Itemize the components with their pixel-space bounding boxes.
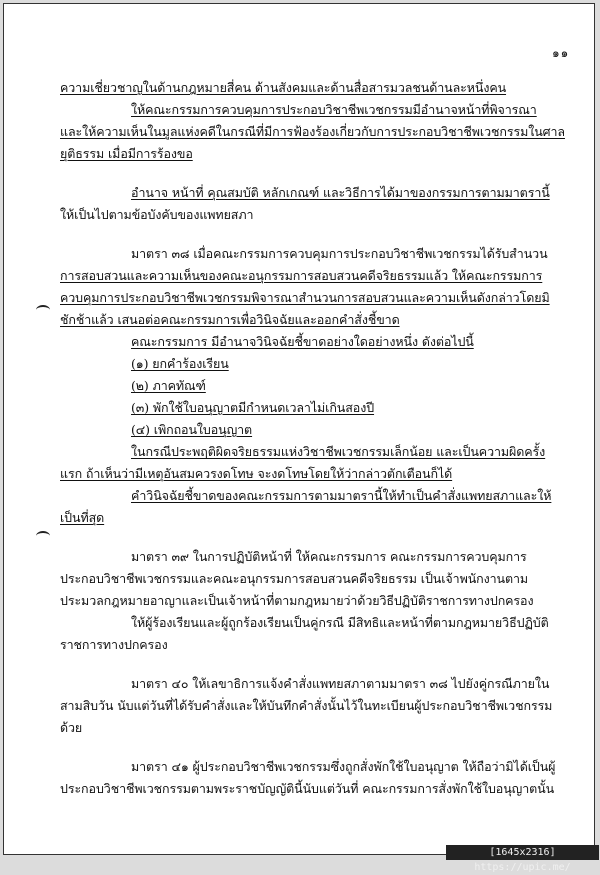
text-line-20: มาตรา ๓๙ ในการปฏิบัติหน้าที่ ให้คณะกรรมการ คณะกรรมการควบคุมการ	[131, 549, 527, 564]
text-line-14: (๓) พักใช้ใบอนุญาตมีกำหนดเวลาไม่เกินสองปี	[131, 400, 375, 415]
text-line-6: ให้เป็นไปตามข้อบังคับของแพทยสภา	[60, 207, 254, 222]
text-line-5: อำนาจ หน้าที่ คุณสมบัติ หลักเกณฑ์ และวิธีการได้มาของกรรมการตามมาตรานี้	[131, 185, 550, 200]
text-line-1: ความเชี่ยวชาญในด้านกฎหมายสี่คน ด้านสังคมและด้านสื่อสารมวลชนด้านละหนึ่งคน	[60, 80, 507, 95]
text-line-18: คำวินิจฉัยชี้ขาดของคณะกรรมการตามมาตรานี้ให้ทำเป็นคำสั่งแพทยสภาและให้	[131, 488, 552, 503]
text-line-12: (๑) ยกคำร้องเรียน	[131, 356, 229, 371]
text-line-25: มาตรา ๔๐ ให้เลขาธิการแจ้งคำสั่งแพทยสภาตามมาตรา ๓๘ ไปยังคู่กรณีภายใน	[131, 676, 550, 691]
text-line-7: มาตรา ๓๘ เมื่อคณะกรรมการควบคุมการประกอบวิชาชีพเวชกรรมได้รับสำนวน	[131, 246, 548, 261]
margin-mark	[36, 305, 50, 315]
text-line-15: (๔) เพิกถอนใบอนุญาต	[131, 422, 253, 437]
text-line-13: (๒) ภาคทัณฑ์	[131, 378, 206, 393]
margin-mark	[36, 531, 50, 541]
text-line-16: ในกรณีประพฤติผิดจริยธรรมแห่งวิชาชีพเวชกรรมเล็กน้อย และเป็นความผิดครั้ง	[131, 444, 546, 459]
text-line-10: ชักช้าแล้ว เสนอต่อคณะกรรมการเพื่อวินิจฉัยและออกคำสั่งชี้ขาด	[60, 312, 400, 327]
text-line-28: มาตรา ๔๑ ผู้ประกอบวิชาชีพเวชกรรมซึ่งถูกสั่งพักใช้ใบอนุญาต ให้ถือว่ามิได้เป็นผู้	[131, 759, 556, 774]
text-line-17: แรก ถ้าเห็นว่ามีเหตุอันสมควรงดโทษ จะงดโทษโดยให้ว่ากล่าวตักเตือนก็ได้	[60, 466, 453, 481]
page-number: ๑๑	[552, 46, 570, 60]
text-line-21: ประกอบวิชาชีพเวชกรรมและคณะอนุกรรมการสอบสวนคดีจริยธรรม เป็นเจ้าพนักงานตาม	[60, 571, 529, 586]
text-line-2: ให้คณะกรรมการควบคุมการประกอบวิชาชีพเวชกรรมมีอำนาจหน้าที่พิจารณา	[131, 102, 537, 117]
text-line-19: เป็นที่สุด	[60, 510, 105, 525]
text-line-4: ยุติธรรม เมื่อมีการร้องขอ	[60, 146, 193, 161]
text-line-3: และให้ความเห็นในมูลแห่งคดีในกรณีที่มีการฟ้องร้องเกี่ยวกับการประกอบวิชาชีพเวชกรรมในศาล	[60, 124, 565, 139]
text-line-29: ประกอบวิชาชีพเวชกรรมตามพระราชบัญญัตินี้นับแต่วันที่ คณะกรรมการสั่งพักใช้ใบอนุญาตนั้น	[60, 781, 555, 796]
text-line-11: คณะกรรมการ มีอำนาจวินิจฉัยชี้ขาดอย่างใดอย่างหนึ่ง ดังต่อไปนี้	[131, 334, 474, 349]
text-line-22: ประมวลกฎหมายอาญาและเป็นเจ้าหน้าที่ตามกฎหมายว่าด้วยวิธีปฏิบัติราชการทางปกครอง	[60, 593, 534, 608]
document-page	[3, 3, 595, 855]
text-line-26: สามสิบวัน นับแต่วันที่ได้รับคำสั่งและให้บันทึกคำสั่งนั้นไว้ในทะเบียนผู้ประกอบวิชาชีพเวชกรรม	[60, 698, 553, 713]
text-line-27: ด้วย	[60, 720, 83, 735]
text-line-9: ควบคุมการประกอบวิชาชีพเวชกรรมพิจารณาสำนวนการสอบสวนและความเห็นดังกล่าวโดยมิ	[60, 290, 550, 305]
image-size-watermark: [1645x2316] https://upic.me/	[446, 845, 599, 860]
text-line-8: การสอบสวนและความเห็นของคณะอนุกรรมการสอบสวนคดีจริยธรรมแล้ว ให้คณะกรรมการ	[60, 268, 543, 283]
text-line-23: ให้ผู้ร้องเรียนและผู้ถูกร้องเรียนเป็นคู่กรณี มีสิทธิและหน้าที่ตามกฎหมายวิธีปฏิบัติ	[131, 615, 549, 630]
text-line-24: ราชการทางปกครอง	[60, 637, 168, 652]
